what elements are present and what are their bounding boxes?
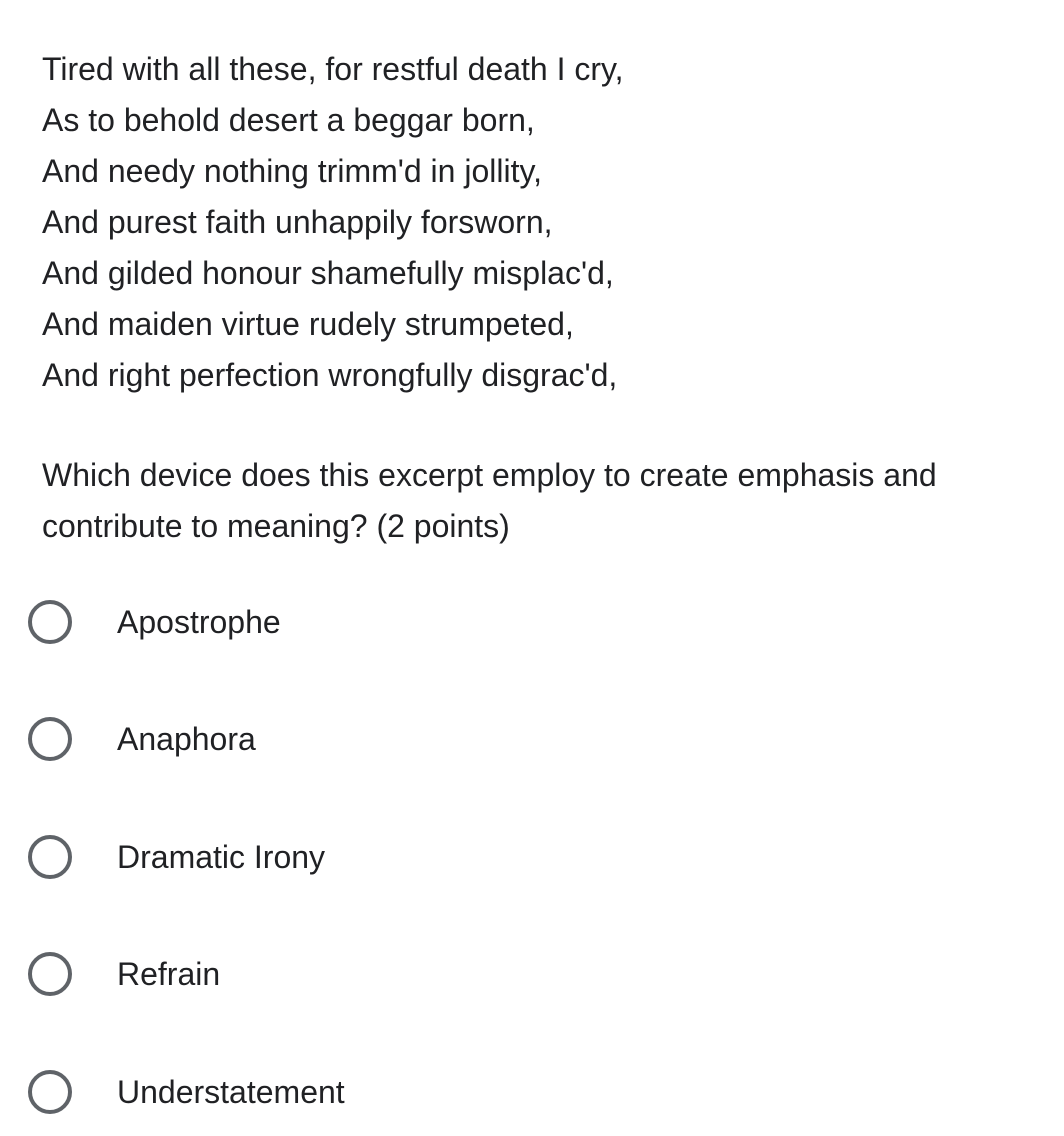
poem-line: Tired with all these, for restful death I cry,	[42, 51, 624, 87]
option-apostrophe[interactable]	[28, 594, 281, 650]
poem-line: As to behold desert a beggar born,	[42, 102, 535, 138]
option-dramatic-irony[interactable]	[28, 829, 325, 885]
radio-unchecked-icon[interactable]	[28, 952, 72, 996]
option-understatement[interactable]	[28, 1064, 345, 1120]
question-prompt	[42, 450, 1060, 552]
poem-line: And needy nothing trimm'd in jollity,	[42, 153, 542, 189]
option-label: Refrain	[117, 956, 221, 992]
question-line-1: Which device does this excerpt employ to create emphasis and	[42, 457, 937, 493]
option-refrain[interactable]	[28, 946, 220, 1002]
option-label: Understatement	[117, 1074, 345, 1110]
poem-line: And gilded honour shamefully misplac'd,	[42, 255, 614, 291]
poem-excerpt	[42, 44, 1052, 401]
radio-unchecked-icon[interactable]	[28, 835, 72, 879]
option-label: Dramatic Irony	[117, 839, 326, 875]
radio-unchecked-icon[interactable]	[28, 717, 72, 761]
question-line-2: contribute to meaning? (2 points)	[42, 508, 510, 544]
radio-unchecked-icon[interactable]	[28, 600, 72, 644]
option-label: Apostrophe	[117, 604, 281, 640]
radio-unchecked-icon[interactable]	[28, 1070, 72, 1114]
poem-line: And purest faith unhappily forsworn,	[42, 204, 553, 240]
option-label: Anaphora	[117, 721, 256, 757]
poem-line: And right perfection wrongfully disgrac'd,	[42, 357, 618, 393]
option-anaphora[interactable]	[28, 711, 256, 767]
poem-line: And maiden virtue rudely strumpeted,	[42, 306, 574, 342]
